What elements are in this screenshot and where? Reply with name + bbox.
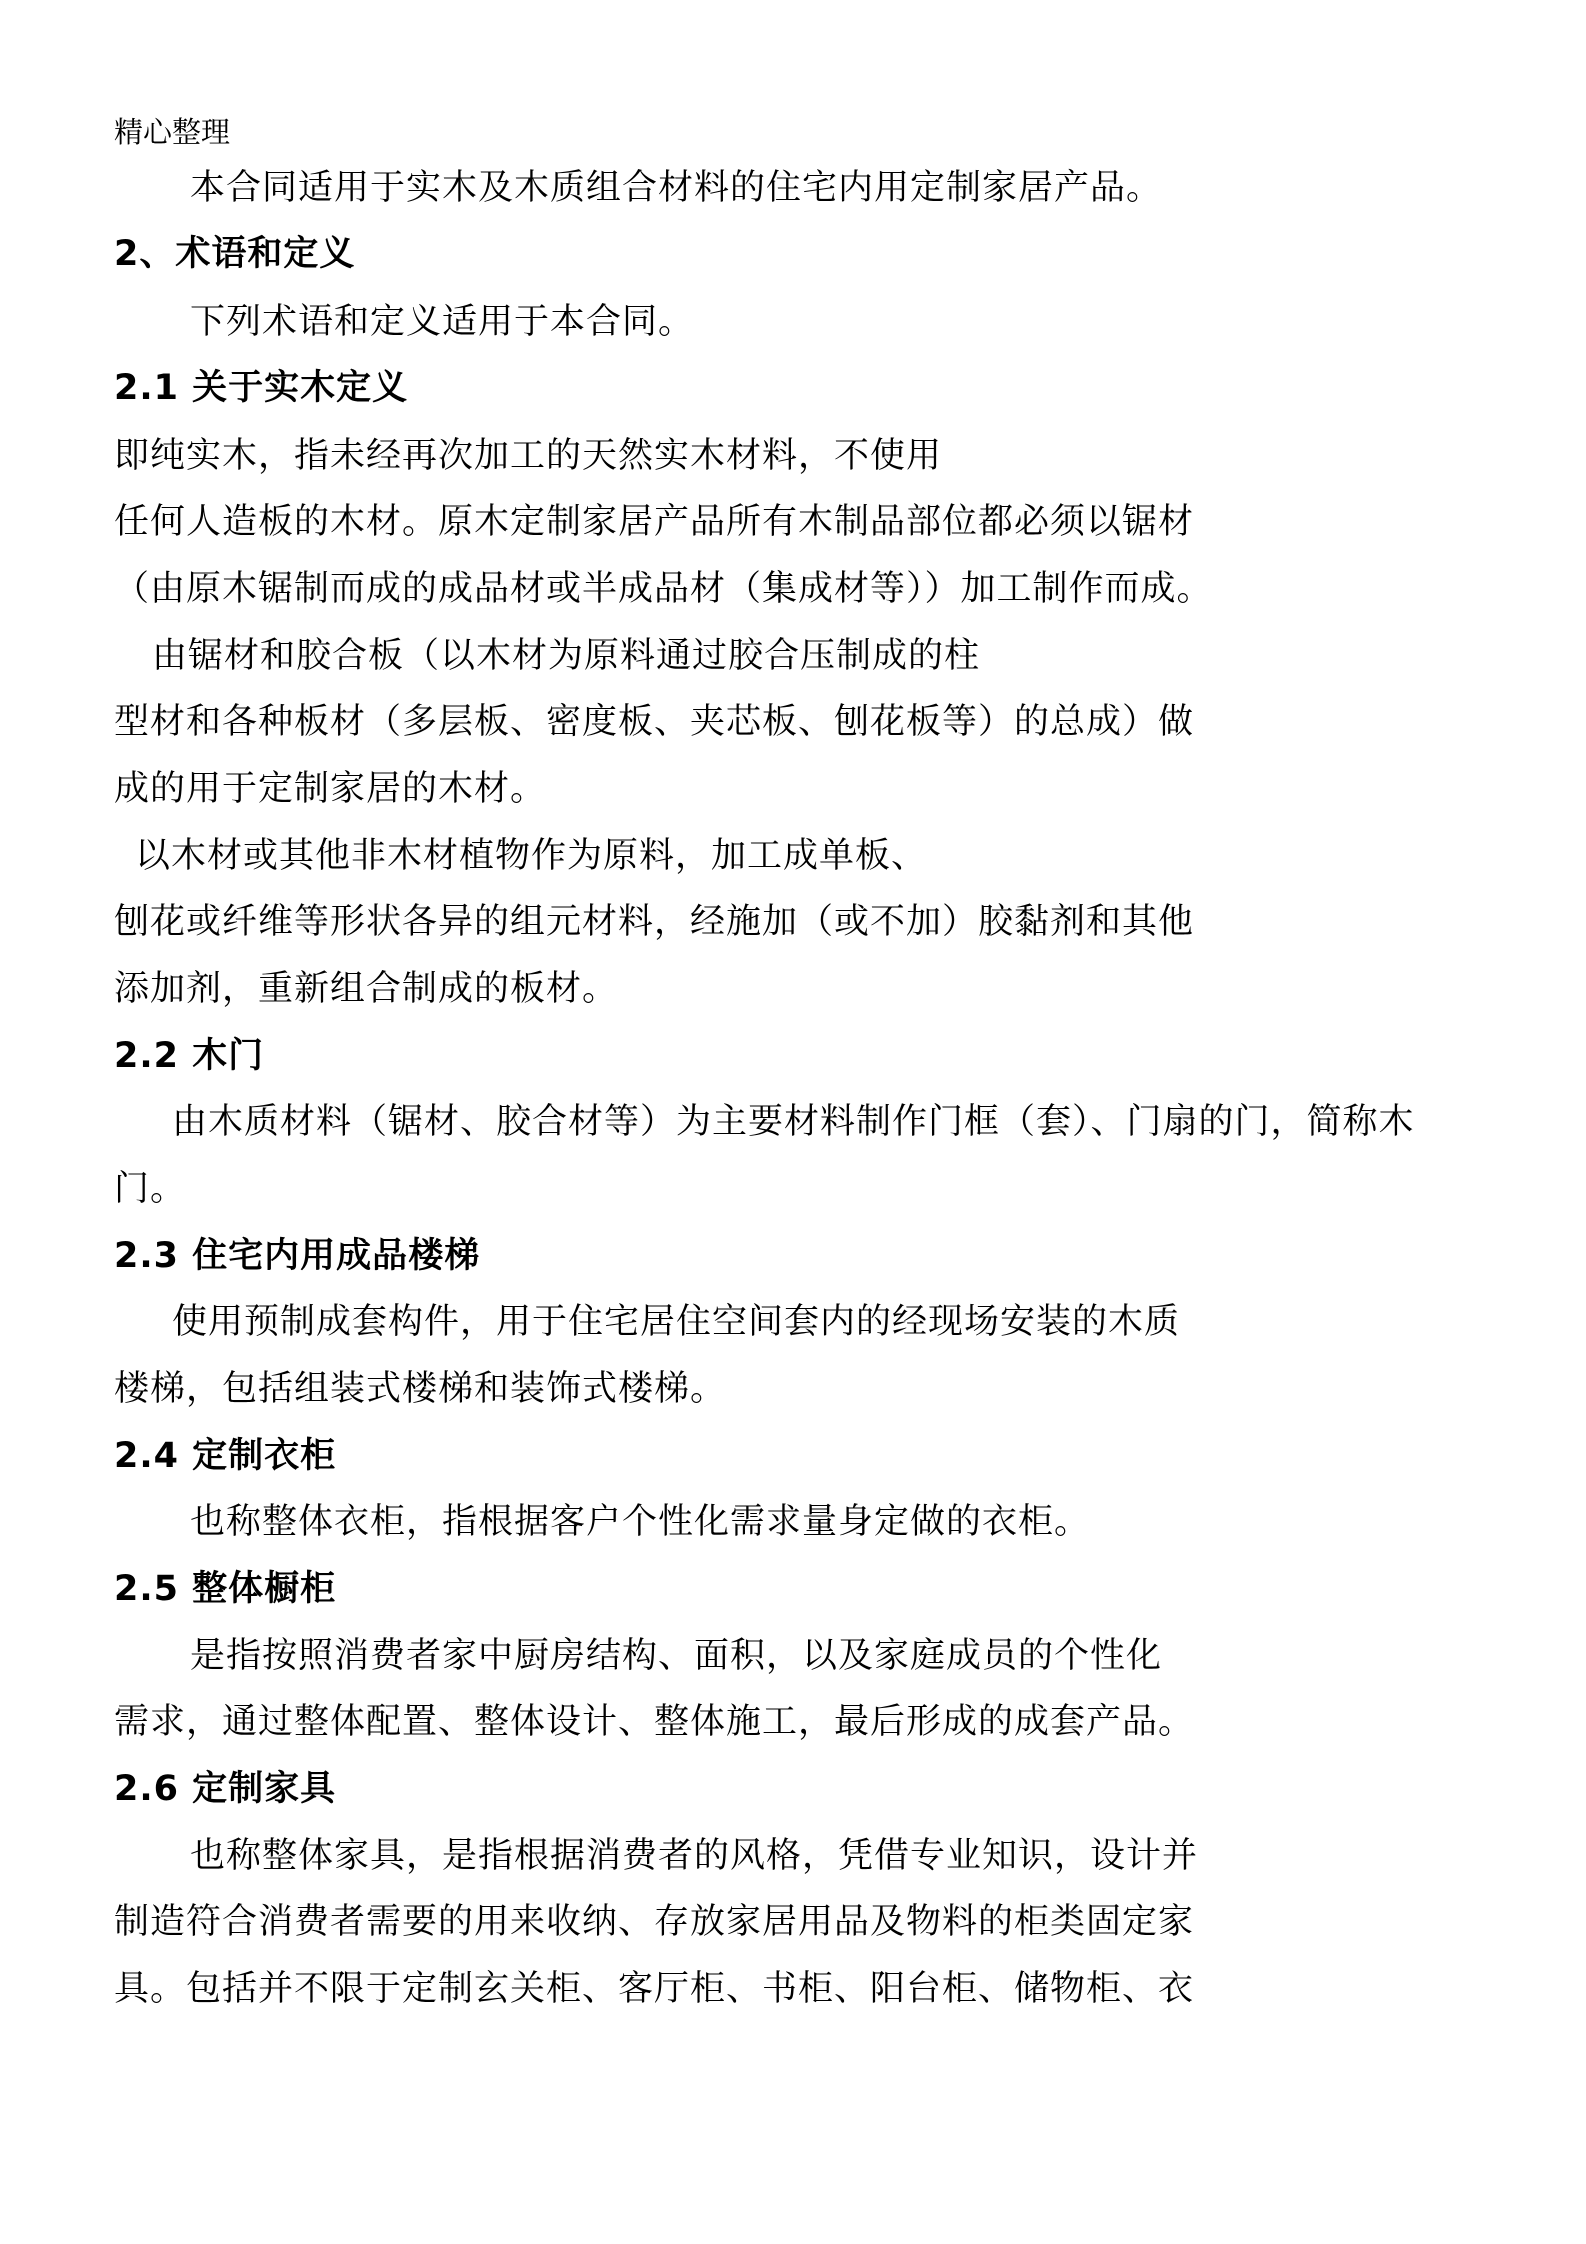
section-2-3-heading: 2.3 住宅内用成品楼梯 [114,1236,481,1276]
paragraph-line: 也称整体衣柜，指根据客户个性化需求量身定做的衣柜。 [190,1502,1091,1542]
paragraph-line: 楼梯，包括组装式楼梯和装饰式楼梯。 [114,1369,727,1409]
paragraph-line: 以木材或其他非木材植物作为原料，加工成单板、 [135,836,928,876]
paragraph-line: 由木质材料（锯材、胶合材等）为主要材料制作门框（套）、门扇的门，简称木 [172,1102,1415,1142]
section-2-6-heading: 2.6 定制家具 [114,1769,337,1809]
paragraph-line: （由原木锯制而成的成品材或半成品材（集成材等））加工制作而成。 [114,569,1213,609]
section-2-4-heading: 2.4 定制衣柜 [114,1436,337,1476]
page-header: 精心整理 [114,115,231,149]
paragraph-line: 制造符合消费者需要的用来收纳、存放家居用品及物料的柜类固定家 [114,1902,1195,1942]
paragraph-line: 是指按照消费者家中厨房结构、面积，以及家庭成员的个性化 [190,1636,1163,1676]
section-2-5-heading: 2.5 整体橱柜 [114,1569,337,1609]
section-2-intro: 下列术语和定义适用于本合同。 [190,302,695,342]
paragraph-line: 由锯材和胶合板（以木材为原料通过胶合压制成的柱 [152,636,981,676]
paragraph-line: 即纯实木，指未经再次加工的天然实木材料，不使用 [114,436,943,476]
paragraph-line: 任何人造板的木材。原木定制家居产品所有木制品部位都必须以锯材 [114,502,1195,542]
section-2-heading: 2、术语和定义 [114,234,356,274]
paragraph-line: 具。包括并不限于定制玄关柜、客厅柜、书柜、阳台柜、储物柜、衣 [114,1969,1195,2009]
intro-scope-line: 本合同适用于实木及木质组合材料的住宅内用定制家居产品。 [190,168,1163,208]
paragraph-line: 成的用于定制家居的木材。 [114,769,547,809]
paragraph-line: 添加剂，重新组合制成的板材。 [114,969,619,1009]
paragraph-line: 型材和各种板材（多层板、密度板、夹芯板、刨花板等）的总成）做 [114,702,1195,742]
paragraph-line: 刨花或纤维等形状各异的组元材料，经施加（或不加）胶黏剂和其他 [114,902,1195,942]
paragraph-line: 使用预制成套构件，用于住宅居住空间套内的经现场安装的木质 [172,1302,1181,1342]
section-2-2-heading: 2.2 木门 [114,1036,265,1076]
section-2-1-heading: 2.1 关于实木定义 [114,368,409,408]
paragraph-line: 门。 [114,1169,187,1209]
paragraph-line: 需求，通过整体配置、整体设计、整体施工，最后形成的成套产品。 [114,1702,1195,1742]
paragraph-line: 也称整体家具，是指根据消费者的风格，凭借专业知识，设计并 [190,1836,1199,1876]
